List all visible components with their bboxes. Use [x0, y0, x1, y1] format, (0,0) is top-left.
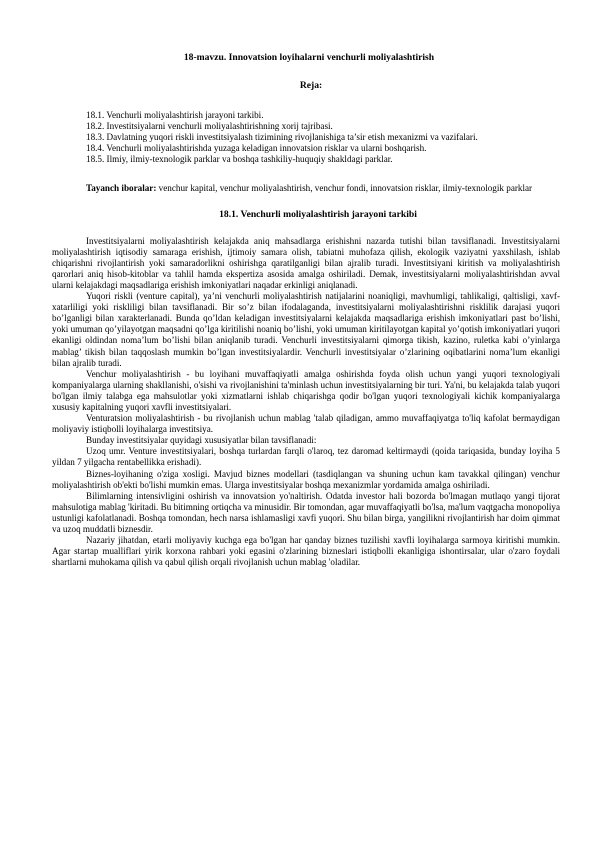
body-paragraph: Bunday investitsiyalar quyidagi xususiyatlar bilan tavsiflanadi: — [86, 435, 317, 446]
document-title: 18-mavzu. Innovatsion loyihalarni venchurli moliyalashtirish — [183, 52, 435, 63]
plan-item: 18.2. Investitsiyalarni venchurli moliyalashtirishning xorij tajribasi. — [86, 121, 333, 132]
body-paragraph: Bilimlarning intensivligini oshirish va innovatsion yo'naltirish. Odatda investor hali bozorda bo'lmagan mutlaqo yangi tijorat mahsulotiga mablag 'kiritadi. Bu bitimning ortiqcha va minusidir. Bir tomondan, agar muvaffaqiyatli bo'lsa, ma'lum vaqtgacha monopoliya ustunligi kafolatlanadi. Boshqa tomondan, hech narsa ishlamasligi xavfi yuqori. Shu bilan birga, yangilikni rivojlantirish har doim qimmat va uzoq muddatli biznesdir. — [52, 490, 560, 534]
section-body — [52, 236, 560, 569]
plan-item: 18.3. Davlatning yuqori riskli investitsiyalash tizimining rivojlanishiga ta’sir etish mexanizmi va vazifalari. — [86, 132, 478, 143]
keywords-label: Tayanch iboralar: — [86, 183, 157, 194]
body-paragraph: Venchur moliyalashtirish - bu loyihani muvaffaqiyatli amalga oshirishda foyda olish uchun yangi yuqori texnologiyali kompaniyalarga ularning shakllanishi, o'sishi va rivojlanishini ta'minlash uchun investitsiyalarning bir turi. Ya'ni, bu kelajakda talab yuqori bo'lgan ilmiy talabga ega mahsulotlar yoki xizmatlarni ishlab chiqarishga qodir bo'lgan yuqori texnologiyali kichik kompaniyalarga xususiy kapitalning yuqori xavfli investitsiyalari. — [52, 368, 560, 412]
plan-item: 18.1. Venchurli moliyalashtirish jarayoni tarkibi. — [86, 110, 264, 120]
plan-heading: Reja: — [299, 80, 323, 91]
keywords-text: venchur kapital, venchur moliyalashtirish, venchur fondi, innovatsion risklar, ilmiy-texnologik parklar — [156, 183, 533, 194]
body-paragraph: Uzoq umr. Venture investitsiyalari, boshqa turlardan farqli o'laroq, tez daromad keltirmaydi (qoida tariqasida, bunday loyiha 5 yildan 7 yilgacha rentabellikka erishadi). — [52, 446, 560, 468]
plan-item: 18.4. Venchurli moliyalashtirishda yuzaga keladigan innovatsion risklar va ularni boshqarish. — [86, 143, 427, 154]
plan-list — [52, 110, 560, 165]
body-paragraph: Biznes-loyihaning o'ziga xosligi. Mavjud biznes modellari (tasdiqlangan va shuning uchun kam tavakkal qilingan) venchur moliyalashtirish ob'ekti bo'lishi mumkin emas. Ularga investitsiyalar boshqa mexanizmlar yordamida amalga oshiriladi. — [52, 468, 560, 490]
body-paragraph: Investitsiyalarni moliyalashtirish kelajakda aniq mahsadlarga erishishni nazarda tutishi bilan tavsiflanadi. Investitsiyalarni moliyalashtirish iqtisodiy samaraga erishish, ijtimoiy samara olish, tabiatni muhofaza qilish, ekologik vaziyatni yaxshilash, ishlab chiqarishni rivojlantirish yoki samaradorlikni oshirishga qaratilganligi bilan ajralib turadi. Investitsiyani kiritish va moliyalashtirish qarorlari aniq hisob-kitoblar va tahlil hamda ekspertiza asosida amalga oshiriladi. Demak, investitsiyalarni moliyalashtirishdan avval ularni kelajakdagi maqsadlariga erishish imkoniyatlari naqadar erkinligi aniqlanadi. — [52, 235, 560, 290]
body-paragraph: Yuqori riskli (venture capital), ya’ni venchurli moliyalashtirish natijalarini noaniqligi, mavhumligi, tahlikaligi, qaltisligi, xavf-xatarliligi yoki riskliligi bilan tavsiflanadi. Bir so’z bilan ifodalaganda, investitsiyalarni moliyalashtirishni risklilik darajasi yuqori bo’lganligi bilan xarakterlanadi. Bunda qo’ldan keladigan investitsiyalarni kelajakda maqsadlariga erishish imkoniyatlari past bo’lishi, yoki umuman qo’yilayotgan maqsadni qo’lga kiritilishi noaniq bo’lishi, yoki umuman kiritilayotgan kapital yo’qotish imkoniyatlari yuqori ekanligi oldindan noma’lum bo’lishi bilan aniqlanib turadi. Venchurli investitsiyalarni qimorga tikish, kazino, ruletka kabi o’yinlarga mablag’ tikish bilan taqqoslash mumkin bo’lgan investitsiyalardir. Venchurli investitsiyalar o’zlarining oqibatlarini noma’lum ekanligi bilan ajralib turadi. — [52, 291, 560, 368]
section-title: 18.1. Venchurli moliyalashtirish jarayoni tarkibi — [219, 208, 417, 220]
document-page — [52, 52, 560, 568]
plan-item: 18.5. Ilmiy, ilmiy-texnologik parklar va boshqa tashkiliy-huquqiy shakldagi parklar. — [86, 154, 393, 165]
body-paragraph: Venturatsion moliyalashtirish - bu rivojlanish uchun mablag 'talab qiladigan, ammo muvaffaqiyatga to'liq kafolat bermaydigan moliyaviy istiqbolli loyihalarga investitsiya. — [52, 413, 560, 435]
body-paragraph: Nazariy jihatdan, etarli moliyaviy kuchga ega bo'lgan har qanday biznes tuzilishi xavfli loyihalarga sarmoya kiritishi mumkin. Agar startap mualliflari yirik korxona rahbari yoki egasini o'zlarining bizneslari istiqbolli ekanligiga ishontirsalar, ular o'zaro foydali shartlarni muhokama qilish va qabul qilish orqali rivojlanish uchun mablag 'oladilar. — [52, 535, 560, 568]
keywords-paragraph — [52, 183, 560, 194]
